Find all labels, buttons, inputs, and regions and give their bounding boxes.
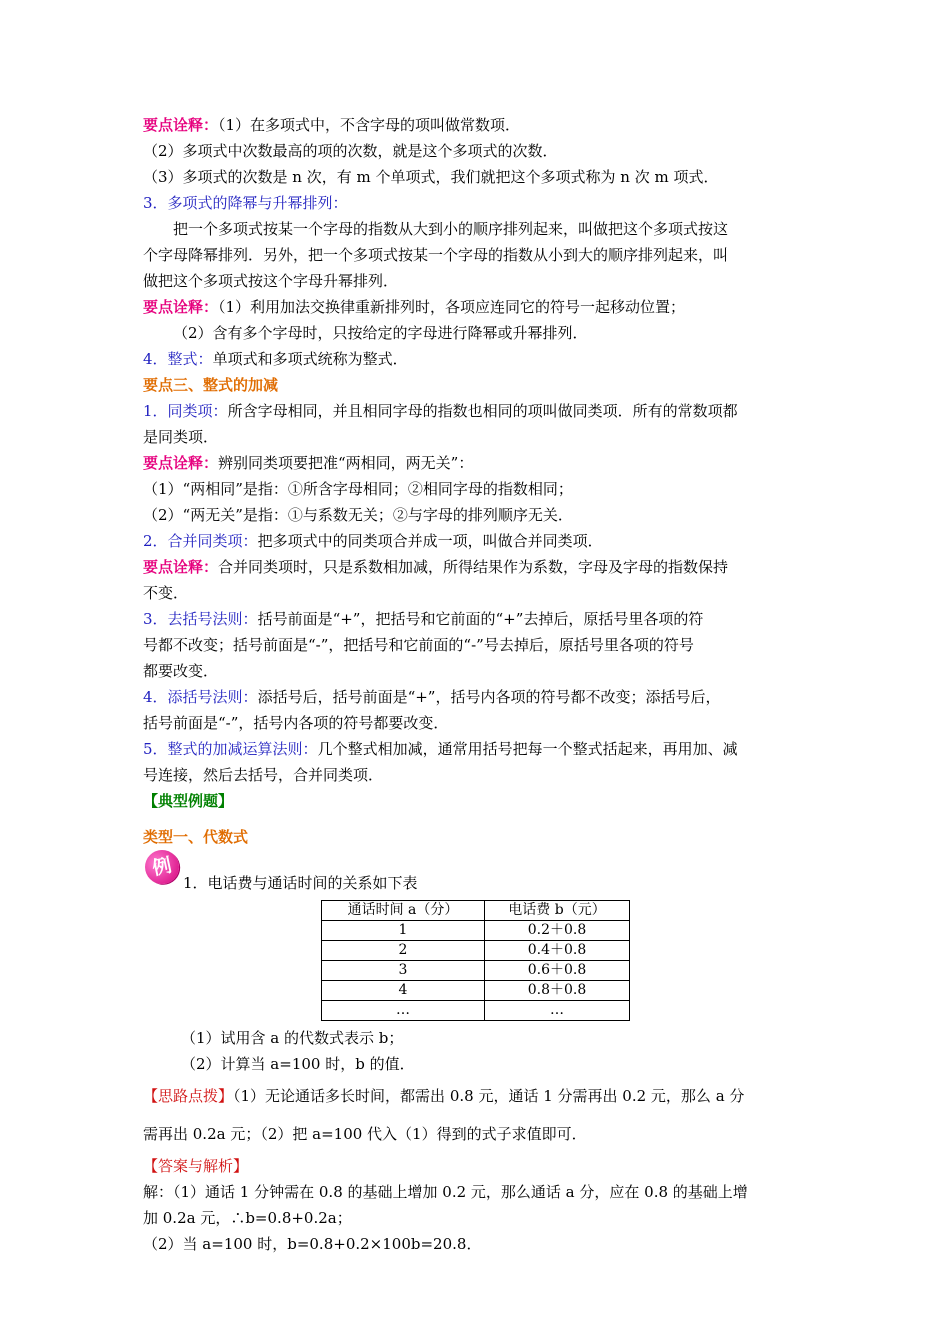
notes2-item2: （2）含有多个字母时，只按给定的字母进行降幂或升幂排列． bbox=[173, 324, 588, 342]
combine-note-label: 要点诠释： bbox=[143, 558, 219, 576]
addsub-rule-text1: 几个整式相加减，通常用括号把每一个整式括起来，再用加、减 bbox=[317, 740, 738, 758]
notes2-item1: （1）利用加法交换律重新排列时，各项应连同它的符号一起移动位置； bbox=[218, 298, 686, 316]
phone-fee-table bbox=[321, 900, 630, 1021]
like-terms-note2: （2）“两无关”是指：①与系数无关；②与字母的排列顺序无关． bbox=[143, 506, 573, 524]
example-badge-icon: 例 bbox=[142, 847, 182, 887]
table-row bbox=[322, 941, 630, 961]
notes1-item3: （3）多项式的次数是 n 次，有 m 个单项式，我们就把这个多项式称为 n 次 m 项式． bbox=[143, 168, 719, 186]
table-row bbox=[322, 921, 630, 941]
like-terms-text1: 所含字母相同，并且相同字母的指数也相同的项叫做同类项．所有的常数项都 bbox=[227, 402, 738, 420]
like-terms-note-text: 辨别同类项要把准“两相同，两无关”： bbox=[218, 454, 474, 472]
notes2-label: 要点诠释： bbox=[143, 298, 219, 316]
table-cell: … bbox=[322, 1001, 485, 1021]
hint-text2: 需再出 0.2a 元；（2）把 a=100 代入（1）得到的式子求值即可． bbox=[143, 1125, 587, 1143]
like-terms-line1 bbox=[143, 398, 813, 424]
table-row bbox=[322, 1001, 630, 1021]
brackets-add-text2: 括号前面是“-”，括号内各项的符号都要改变． bbox=[143, 714, 449, 732]
combine-note-text1: 合并同类项时，只是系数相加减，所得结果作为系数，字母及字母的指数保持 bbox=[218, 558, 729, 576]
table-cell: 3 bbox=[322, 961, 485, 981]
example-q1: （1）试用含 a 的代数式表示 b； bbox=[181, 1029, 404, 1047]
brackets-remove-text3: 都要改变． bbox=[143, 662, 219, 680]
hint-text1: （1）无论通话多长时间，都需出 0.8 元，通话 1 分需再出 0.2 元，那么 a 分 bbox=[233, 1087, 745, 1105]
combine-term: 合并同类项： bbox=[167, 532, 258, 550]
table-header-row bbox=[322, 901, 630, 921]
notes1-item2: （2）多项式中次数最高的项的次数，就是这个多项式的次数． bbox=[143, 142, 558, 160]
answer-line2: 加 0.2a 元，∴b=0.8+0.2a； bbox=[143, 1209, 352, 1227]
sec3-body-line2: 个字母降幂排列．另外，把一个多项式按某一个字母的指数从小到大的顺序排列起来，叫 bbox=[143, 246, 729, 264]
table-cell: 0.4＋0.8 bbox=[485, 941, 630, 961]
examples-heading: 【典型例题】 bbox=[143, 792, 234, 810]
hint-line1 bbox=[143, 1077, 813, 1115]
sec3-body-line1: 把一个多项式按某一个字母的指数从大到小的顺序排列起来，叫做把这个多项式按这 bbox=[173, 220, 729, 238]
notes1-label: 要点诠释： bbox=[143, 116, 219, 134]
sec4-term: 整式： bbox=[167, 350, 213, 368]
addsub-rule-num: 5． bbox=[143, 740, 168, 758]
brackets-remove-text1: 括号前面是“+”，把括号和它前面的“+”去掉后，原括号里各项的符 bbox=[257, 610, 704, 628]
table-cell: 4 bbox=[322, 981, 485, 1001]
sec3-body-line3: 做把这个多项式按这个字母升幂排列． bbox=[143, 272, 399, 290]
brackets-remove-text2: 号都不改变；括号前面是“-”，把括号和它前面的“-”号去掉后，原括号里各项的符号 bbox=[143, 636, 694, 654]
like-terms-note-label: 要点诠释： bbox=[143, 454, 219, 472]
table-cell: 1 bbox=[322, 921, 485, 941]
table-cell: … bbox=[485, 1001, 630, 1021]
part3-title: 要点三、整式的加减 bbox=[143, 376, 279, 394]
like-terms-term: 同类项： bbox=[167, 402, 228, 420]
answer-label: 【答案与解析】 bbox=[143, 1157, 249, 1175]
like-terms-note1: （1）“两相同”是指：①所含字母相同；②相同字母的指数相同； bbox=[143, 480, 573, 498]
example-header bbox=[143, 850, 813, 898]
sec4-text: 单项式和多项式统称为整式． bbox=[212, 350, 408, 368]
table-cell: 0.8＋0.8 bbox=[485, 981, 630, 1001]
table-cell: 0.2＋0.8 bbox=[485, 921, 630, 941]
brackets-remove-num: 3． bbox=[143, 610, 168, 628]
like-terms-num: 1． bbox=[143, 402, 168, 420]
brackets-add-num: 4． bbox=[143, 688, 168, 706]
like-terms-text2: 是同类项． bbox=[143, 428, 219, 446]
table-cell: 0.6＋0.8 bbox=[485, 961, 630, 981]
type1-title: 类型一、代数式 bbox=[143, 828, 249, 846]
answer-line1: 解：（1）通话 1 分钟需在 0.8 的基础上增加 0.2 元，那么通话 a 分，应在 0.8 的基础上增 bbox=[143, 1183, 748, 1201]
answer-line3: （2）当 a=100 时，b=0.8+0.2×100b=20.8． bbox=[143, 1235, 482, 1253]
brackets-remove-term: 去括号法则： bbox=[167, 610, 258, 628]
notes1-line1 bbox=[143, 112, 813, 138]
like-terms-note-line bbox=[143, 450, 813, 476]
addsub-rule-text2: 号连接，然后去括号，合并同类项． bbox=[143, 766, 384, 784]
table-header-fee: 电话费 b（元） bbox=[485, 901, 630, 921]
sec4-line bbox=[143, 346, 813, 372]
example-question: 1．电话费与通话时间的关系如下表 bbox=[183, 874, 418, 892]
hint-label: 【思路点拨】 bbox=[143, 1087, 234, 1105]
brackets-add-line1 bbox=[143, 684, 813, 710]
combine-text: 把多项式中的同类项合并成一项，叫做合并同类项． bbox=[257, 532, 603, 550]
document-page bbox=[143, 112, 813, 1257]
addsub-rule-line1 bbox=[143, 736, 813, 762]
sec3-title: 3．多项式的降幂与升幂排列： bbox=[143, 194, 348, 212]
combine-note-text2: 不变． bbox=[143, 584, 189, 602]
sec4-num: 4． bbox=[143, 350, 168, 368]
example-q2: （2）计算当 a=100 时，b 的值． bbox=[181, 1055, 415, 1073]
brackets-add-term: 添括号法则： bbox=[167, 688, 258, 706]
notes1-item1: （1）在多项式中，不含字母的项叫做常数项． bbox=[218, 116, 521, 134]
table-row bbox=[322, 981, 630, 1001]
combine-note-line1 bbox=[143, 554, 813, 580]
brackets-add-text1: 添括号后，括号前面是“+”，括号内各项的符号都不改变；添括号后， bbox=[257, 688, 721, 706]
notes2-line1 bbox=[143, 294, 813, 320]
table-header-time: 通话时间 a（分） bbox=[322, 901, 485, 921]
table-row bbox=[322, 961, 630, 981]
combine-line bbox=[143, 528, 813, 554]
addsub-rule-term: 整式的加减运算法则： bbox=[167, 740, 318, 758]
table-cell: 2 bbox=[322, 941, 485, 961]
brackets-remove-line1 bbox=[143, 606, 813, 632]
combine-num: 2． bbox=[143, 532, 168, 550]
